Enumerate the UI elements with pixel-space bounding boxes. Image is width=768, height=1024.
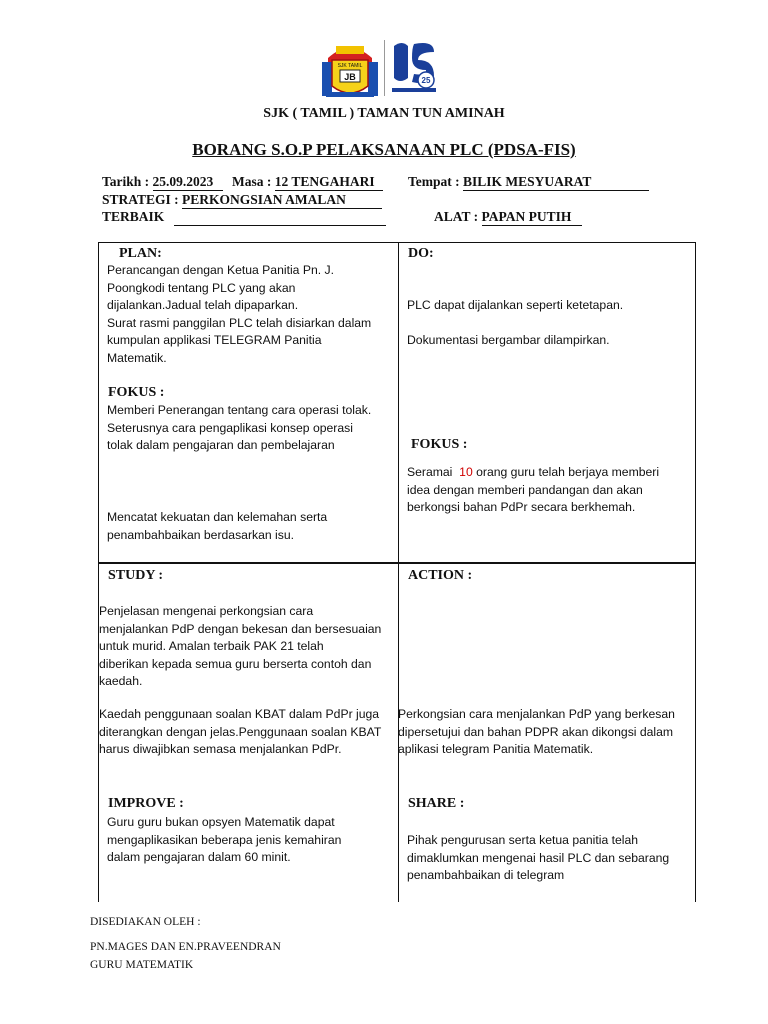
grid-top-border xyxy=(98,242,696,243)
prepared-by-label: DISEDIAKAN OLEH : xyxy=(90,916,201,928)
share-line: penambahbaikan di telegram xyxy=(407,868,565,882)
grid-left-border xyxy=(98,242,99,902)
study-line: diterangkan dengan jelas.Penggunaan soalan KBAT xyxy=(99,724,382,739)
prepared-by-role: GURU MATEMATIK xyxy=(90,959,194,971)
improve-body xyxy=(107,814,341,867)
do-heading: DO: xyxy=(408,246,434,261)
grid-center-border xyxy=(398,242,399,902)
plan-line: kumpulan applikasi TELEGRAM Panitia xyxy=(107,333,322,347)
prepared-by-names: PN.MAGES DAN EN.PRAVEENDRAN xyxy=(90,941,281,953)
strategi-value-2: TERBAIK xyxy=(102,209,165,224)
study-line: diberikan kepada semua guru berserta contoh dan xyxy=(99,656,372,671)
alat-value: PAPAN PUTIH xyxy=(482,209,582,226)
study-line: kaedah. xyxy=(99,674,143,688)
plan-fokus-heading: FOKUS : xyxy=(108,385,165,400)
share-body xyxy=(407,832,669,885)
masa-label: Masa : xyxy=(232,174,272,189)
improve-line: Guru guru bukan opsyen Matematik dapat xyxy=(107,815,335,829)
strategi-field-cont xyxy=(102,209,386,226)
share-line: dimaklumkan mengenai hasil PLC dan sebarang xyxy=(407,850,670,865)
strategi-field xyxy=(102,192,382,209)
grid-right-border xyxy=(695,242,696,902)
masa-value: 12 TENGAHARI xyxy=(275,174,383,191)
logo-divider xyxy=(384,40,385,96)
school-name: SJK ( TAMIL ) TAMAN TUN AMINAH xyxy=(263,106,505,121)
plan-line: Matematik. xyxy=(107,350,167,365)
tarikh-label: Tarikh : xyxy=(102,174,150,189)
masa-field xyxy=(232,174,383,191)
plan-line: Surat rasmi panggilan PLC telah disiarkan dalam xyxy=(107,315,372,330)
form-title: BORANG S.O.P PELAKSANAAN PLC (PDSA-FIS) xyxy=(192,140,576,159)
do-line-1: PLC dapat dijalankan seperti ketetapan. xyxy=(407,298,624,312)
study-line: Kaedah penggunaan soalan KBAT dalam PdPr juga xyxy=(99,707,380,721)
plan-body xyxy=(107,262,371,367)
improve-line: mengaplikasikan beberapa jenis kemahiran xyxy=(107,832,342,847)
svg-text:25: 25 xyxy=(421,76,431,85)
study-heading: STUDY : xyxy=(108,568,164,583)
svg-text:SJK TAMIL: SJK TAMIL xyxy=(337,63,363,69)
plan-note-line: penambahbaikan berdasarkan isu. xyxy=(107,527,295,542)
plan-line: Poongkodi tentang PLC yang akan xyxy=(107,280,296,295)
action-body xyxy=(398,706,675,759)
study-line: untuk murid. Amalan terbaik PAK 21 telah xyxy=(99,639,324,653)
plan-fokus-line: Memberi Penerangan tentang cara operasi tolak. xyxy=(107,403,372,417)
do-fokus-prefix: Seramai xyxy=(407,465,453,479)
tempat-value: BILIK MESYUARAT xyxy=(463,174,649,191)
plan-fokus-body xyxy=(107,402,371,455)
action-line: Perkongsian cara menjalankan PdP yang berkesan xyxy=(398,707,675,721)
alat-field xyxy=(434,209,582,226)
do-fokus-count: 10 xyxy=(459,465,473,479)
study-body-2 xyxy=(99,706,381,759)
plan-fokus-line: tolak dalam pengajaran dan pembelajaran xyxy=(107,438,335,452)
do-fokus-line: idea dengan memberi pandangan dan akan xyxy=(407,482,643,497)
school-logo xyxy=(318,36,382,100)
do-fokus-heading: FOKUS : xyxy=(411,437,468,452)
share-heading: SHARE : xyxy=(408,796,465,811)
tarikh-field xyxy=(102,174,223,191)
strategi-label: STRATEGI : xyxy=(102,192,179,207)
do-fokus-body xyxy=(407,464,659,517)
grid-middle-border xyxy=(98,562,696,564)
tempat-field xyxy=(408,174,649,191)
action-line: aplikasi telegram Panitia Matematik. xyxy=(398,742,594,756)
do-fokus-line-first xyxy=(407,464,659,482)
plan-note-line: Mencatat kekuatan dan kelemahan serta xyxy=(107,510,328,524)
study-line: Penjelasan mengenai perkongsian cara xyxy=(99,604,314,618)
share-line: Pihak pengurusan serta ketua panitia telah xyxy=(407,833,639,847)
svg-text:JB: JB xyxy=(344,72,356,82)
action-heading: ACTION : xyxy=(408,568,473,583)
plan-line: dijalankan.Jadual telah dipaparkan. xyxy=(107,298,299,312)
strategi-underline xyxy=(174,209,386,226)
plan-heading: PLAN: xyxy=(119,246,162,261)
study-body-1 xyxy=(99,603,381,691)
study-line: harus diwajibkan semasa menjalankan PdPr. xyxy=(99,742,342,756)
plan-fokus-line: Seterusnya cara pengaplikasi konsep operasi xyxy=(107,420,353,435)
strategi-value-1: PERKONGSIAN AMALAN xyxy=(182,192,382,209)
do-line-2: Dokumentasi bergambar dilampirkan. xyxy=(407,333,610,347)
tarikh-value: 25.09.2023 xyxy=(153,174,223,191)
tempat-label: Tempat : xyxy=(408,174,460,189)
alat-label: ALAT : xyxy=(434,209,479,224)
action-line: dipersetujui dan bahan PDPR akan dikongsi dalam xyxy=(398,724,674,739)
anniversary-logo xyxy=(388,38,440,96)
do-fokus-line: berkongsi bahan PdPr secara berkhemah. xyxy=(407,500,636,514)
plan-line: Perancangan dengan Ketua Panitia Pn. J. xyxy=(107,263,334,277)
study-line: menjalankan PdP dengan bekesan dan bersesuaian xyxy=(99,621,382,636)
do-fokus-suffix: orang guru telah berjaya memberi xyxy=(476,465,660,479)
plan-note xyxy=(107,509,327,544)
improve-line: dalam pengajaran dalam 60 minit. xyxy=(107,850,291,864)
improve-heading: IMPROVE : xyxy=(108,796,184,811)
